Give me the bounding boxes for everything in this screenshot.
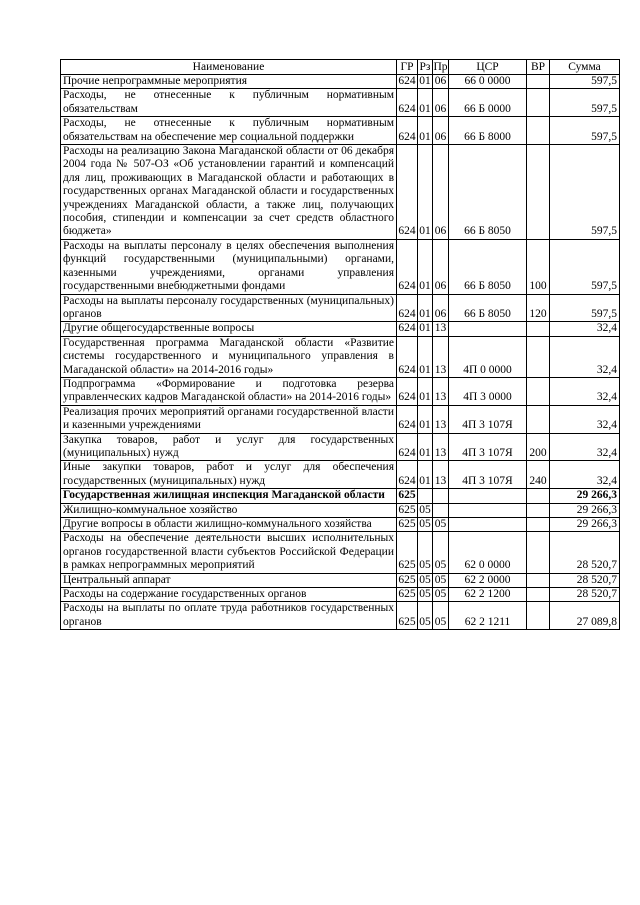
cell-sum: 32,4 [550,336,620,377]
cell-csr: 66 Б 8050 [449,294,527,322]
cell-rz: 01 [419,75,431,87]
cell-name: Подпрограмма «Формирование и подготовка резерва управленческих кадров Магаданской области» на 2014-2016 годы» [61,377,397,405]
cell-name: Расходы на содержание государственных органов [61,588,397,602]
header-name: Наименование [61,60,397,75]
cell-csr: 4П 3 107Я [449,405,527,433]
cell-name: Другие общегосударственные вопросы [61,322,397,336]
header-vr: ВР [527,60,550,75]
cell-gr: 624 [398,75,416,87]
cell-name: Реализация прочих мероприятий органами государственной власти и казенными учреждениями [61,405,397,433]
table-row [61,322,620,336]
cell-gr: 624 [397,461,418,489]
cell-csr: 4П 0 0000 [449,336,527,377]
budget-table [60,59,620,630]
cell-vr: 240 [527,461,550,489]
table-row [61,75,620,89]
cell-vr [527,377,550,405]
cell-rz: 01 [418,89,433,117]
table-row [61,117,620,145]
table-row [61,602,620,630]
cell-vr [527,89,550,117]
table-row [61,336,620,377]
cell-csr: 4П 3 0000 [449,377,527,405]
cell-pr: 05 [433,518,449,532]
cell-csr: 62 2 1211 [449,602,527,630]
cell-gr: 624 [397,145,418,240]
header-sum: Сумма [550,60,620,75]
cell-vr [527,336,550,377]
table-row [61,239,620,294]
cell-rz: 01 [418,336,433,377]
table-row [61,573,620,587]
cell-gr: 625 [397,602,418,630]
cell-name: Расходы на выплаты персоналу в целях обеспечения выполнения функций государственными (муниципальными) органами, казенными учреждениями, органами управления государственными внебюджетными фондами [61,239,397,294]
cell-gr: 624 [397,239,418,294]
table-row [61,503,620,517]
cell-pr: 05 [433,573,449,587]
cell-pr: 05 [433,588,449,602]
header-row [61,60,620,75]
cell-rz: 01 [418,433,433,461]
cell-csr [449,322,527,336]
cell-sum: 29 266,3 [550,518,620,532]
cell-rz: 01 [418,294,433,322]
cell-name: Жилищно-коммунальное хозяйство [61,503,397,517]
cell-sum: 29 266,3 [550,503,620,517]
cell-pr: 06 [433,145,449,240]
table-row [61,461,620,489]
cell-vr: 120 [527,294,550,322]
cell-pr [433,489,449,503]
cell-rz [418,489,433,503]
cell-name: Прочие непрограммные мероприятия [61,75,397,89]
cell-pr: 05 [433,602,449,630]
cell-sum: 32,4 [550,461,620,489]
cell-sum: 28 520,7 [550,588,620,602]
cell-rz: 05 [419,588,431,601]
cell-name: Расходы на обеспечение деятельности высших исполнительных органов государственной власти субъектов Российской Федерации в рамках непрограммных мероприятий [61,532,397,573]
cell-gr: 625 [398,588,416,601]
cell-pr: 05 [433,532,449,573]
cell-gr: 625 [398,573,416,586]
cell-pr: 06 [433,89,449,117]
cell-sum: 27 089,8 [550,602,620,630]
cell-vr [527,117,550,145]
cell-vr: 200 [527,433,550,461]
cell-pr: 13 [433,322,449,336]
cell-gr: 625 [398,503,416,516]
cell-csr: 4П 3 107Я [449,461,527,489]
table-body [61,75,620,630]
cell-name: Расходы на реализацию Закона Магаданской области от 06 декабря 2004 года № 507-ОЗ «Об установлении гарантий и компенсаций для лиц, проживающих в Магаданской области и работающих в государственных органах Магаданской области и государственных учреждениях Магаданской области, а также лиц, получающих пособия, стипендии и компенсации за счет средств областного бюджета» [61,145,397,240]
cell-vr [527,518,550,532]
cell-gr: 624 [397,433,418,461]
cell-sum: 32,4 [550,322,620,336]
table-row [61,294,620,322]
cell-pr: 06 [433,294,449,322]
cell-pr: 13 [433,461,449,489]
cell-vr [527,602,550,630]
cell-sum: 597,5 [550,117,620,145]
cell-rz: 01 [419,322,431,335]
cell-gr: 624 [397,89,418,117]
header-csr: ЦСР [449,60,527,75]
cell-pr: 06 [433,75,449,89]
cell-rz: 01 [418,405,433,433]
cell-vr [527,489,550,503]
cell-vr [527,75,550,89]
cell-csr: 4П 3 107Я [449,433,527,461]
cell-pr: 06 [433,239,449,294]
cell-pr: 13 [433,433,449,461]
cell-csr: 62 2 0000 [449,573,527,587]
table-row [61,532,620,573]
cell-rz: 05 [419,573,431,586]
cell-name: Расходы на выплаты по оплате труда работников государственных органов [61,602,397,630]
cell-csr [449,489,527,503]
table-row [61,433,620,461]
cell-rz: 05 [418,532,433,573]
cell-name: Закупка товаров, работ и услуг для государственных (муниципальных) нужд [61,433,397,461]
cell-rz: 01 [418,461,433,489]
cell-gr: 624 [397,336,418,377]
cell-csr [449,503,527,517]
cell-rz: 01 [418,145,433,240]
cell-gr: 624 [397,377,418,405]
table-row [61,377,620,405]
cell-csr [449,518,527,532]
cell-sum: 29 266,3 [550,489,620,503]
table-row [61,405,620,433]
table-row [61,518,620,532]
cell-vr [527,322,550,336]
cell-csr: 66 Б 8000 [449,117,527,145]
cell-gr: 625 [398,518,416,530]
cell-vr: 100 [527,239,550,294]
header-pr: Пр [433,60,448,73]
cell-csr: 66 Б 8050 [449,145,527,240]
cell-pr [433,503,449,517]
cell-name: Расходы, не отнесенные к публичным нормативным обязательствам [61,89,397,117]
cell-csr: 62 0 0000 [449,532,527,573]
cell-sum: 32,4 [550,433,620,461]
cell-gr: 624 [397,405,418,433]
cell-sum: 28 520,7 [550,573,620,587]
cell-sum: 597,5 [550,75,620,89]
cell-csr: 66 Б 8050 [449,239,527,294]
cell-gr: 625 [398,489,416,502]
cell-name: Иные закупки товаров, работ и услуг для обеспечения государственных (муниципальных) нужд [61,461,397,489]
table-row [61,588,620,602]
cell-rz: 01 [418,239,433,294]
cell-name: Другие вопросы в области жилищно-коммунального хозяйства [61,518,397,532]
cell-vr [527,405,550,433]
cell-rz: 05 [418,602,433,630]
cell-vr [527,588,550,602]
cell-rz: 01 [418,117,433,145]
cell-sum: 597,5 [550,89,620,117]
cell-name: Центральный аппарат [61,573,397,587]
cell-name: Расходы, не отнесенные к публичным нормативным обязательствам на обеспечение мер социальной поддержки [61,117,397,145]
table-row [61,145,620,240]
cell-gr: 624 [398,322,416,335]
cell-vr [527,503,550,517]
header-gr: ГР [397,60,418,75]
cell-rz: 01 [418,377,433,405]
cell-gr: 624 [397,294,418,322]
cell-name: Государственная жилищная инспекция Магаданской области [61,489,397,503]
cell-rz: 05 [419,518,431,530]
cell-sum: 597,5 [550,294,620,322]
cell-name: Расходы на выплаты персоналу государственных (муниципальных) органов [61,294,397,322]
cell-gr: 625 [397,532,418,573]
cell-pr: 13 [433,336,449,377]
cell-sum: 32,4 [550,405,620,433]
cell-rz: 05 [419,503,431,516]
cell-sum: 32,4 [550,377,620,405]
cell-pr: 13 [433,405,449,433]
cell-pr: 13 [433,377,449,405]
cell-csr: 66 0 0000 [449,75,527,89]
cell-gr: 624 [397,117,418,145]
cell-csr: 66 Б 0000 [449,89,527,117]
cell-csr: 62 2 1200 [449,588,527,602]
cell-pr: 06 [433,117,449,145]
header-rz: Рз [418,60,433,75]
table-row [61,489,620,503]
cell-sum: 597,5 [550,145,620,240]
cell-vr [527,573,550,587]
cell-name: Государственная программа Магаданской области «Развитие системы государственного и муниципального управления в Магаданской области» на 2014-2016 годы» [61,336,397,377]
cell-sum: 597,5 [550,239,620,294]
table-row [61,89,620,117]
cell-vr [527,532,550,573]
cell-sum: 28 520,7 [550,532,620,573]
cell-vr [527,145,550,240]
